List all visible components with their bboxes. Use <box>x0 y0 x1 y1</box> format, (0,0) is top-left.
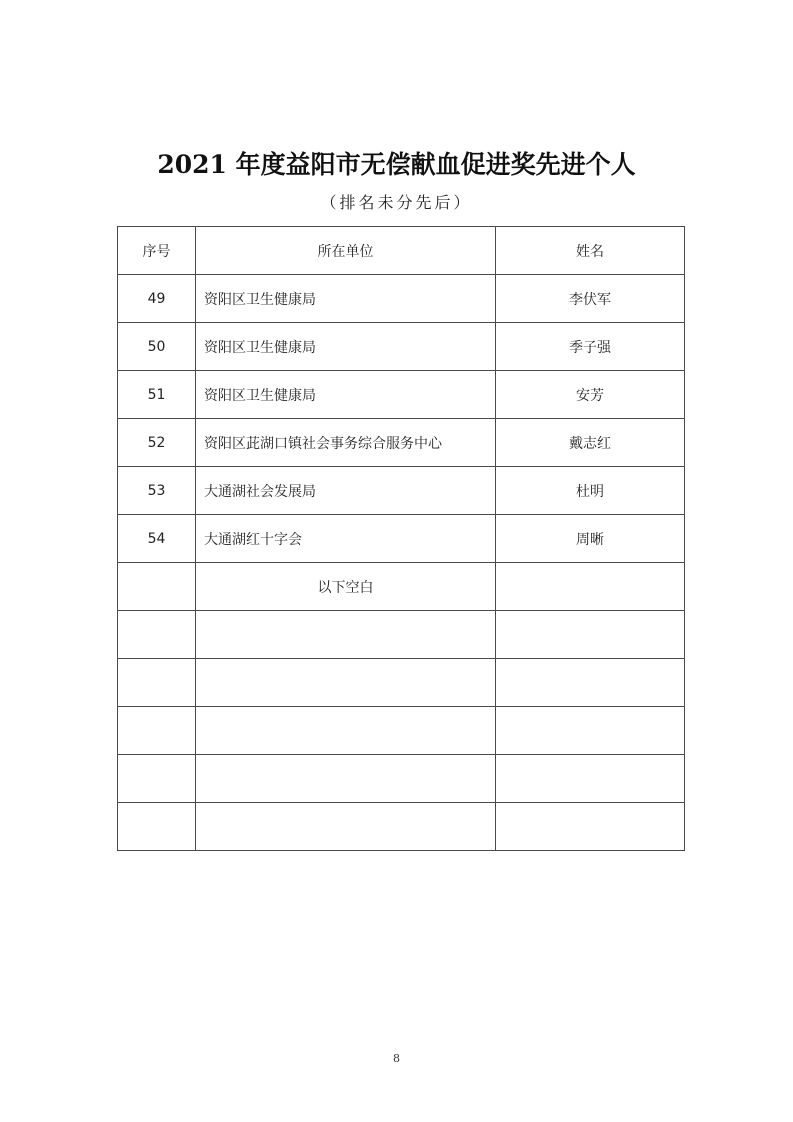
table-row <box>118 515 685 563</box>
empty-cell <box>496 755 685 803</box>
row-unit: 资阳区卫生健康局 <box>196 323 496 371</box>
document-subtitle: （排名未分先后） <box>320 193 473 212</box>
table-row-empty <box>118 659 685 707</box>
row-index-empty <box>118 563 196 611</box>
empty-cell <box>196 611 496 659</box>
header-unit: 所在单位 <box>196 227 496 275</box>
row-index: 54 <box>118 515 196 563</box>
table-row <box>118 467 685 515</box>
row-index: 49 <box>118 275 196 323</box>
row-name: 周晰 <box>496 515 685 563</box>
row-index: 53 <box>118 467 196 515</box>
page-number: 8 <box>393 1052 400 1065</box>
row-unit: 大通湖社会发展局 <box>196 467 496 515</box>
empty-cell <box>118 707 196 755</box>
row-index: 51 <box>118 371 196 419</box>
row-unit: 资阳区卫生健康局 <box>196 275 496 323</box>
empty-cell <box>118 755 196 803</box>
table-row-empty <box>118 611 685 659</box>
empty-cell <box>118 659 196 707</box>
empty-cell <box>196 803 496 851</box>
row-name: 杜明 <box>496 467 685 515</box>
table-row <box>118 419 685 467</box>
table-row-empty <box>118 803 685 851</box>
header-name: 姓名 <box>496 227 685 275</box>
empty-cell <box>496 659 685 707</box>
row-name: 李伏军 <box>496 275 685 323</box>
row-name-empty <box>496 563 685 611</box>
empty-cell <box>118 803 196 851</box>
empty-cell <box>118 611 196 659</box>
empty-cell <box>196 755 496 803</box>
table-row <box>118 323 685 371</box>
table-row-empty <box>118 707 685 755</box>
row-name: 安芳 <box>496 371 685 419</box>
empty-cell <box>196 659 496 707</box>
row-index: 52 <box>118 419 196 467</box>
empty-cell <box>496 803 685 851</box>
awards-table <box>117 226 685 851</box>
row-index: 50 <box>118 323 196 371</box>
blank-note: 以下空白 <box>196 563 496 611</box>
table-row <box>118 371 685 419</box>
empty-cell <box>496 707 685 755</box>
row-name: 戴志红 <box>496 419 685 467</box>
table-row-blank-note <box>118 563 685 611</box>
table-header-row <box>118 227 685 275</box>
row-name: 季子强 <box>496 323 685 371</box>
row-unit: 资阳区卫生健康局 <box>196 371 496 419</box>
document-title: 2021 年度益阳市无偿献血促进奖先进个人 <box>157 150 636 179</box>
empty-cell <box>196 707 496 755</box>
empty-cell <box>496 611 685 659</box>
row-unit: 大通湖红十字会 <box>196 515 496 563</box>
row-unit: 资阳区茈湖口镇社会事务综合服务中心 <box>196 419 496 467</box>
table-row <box>118 275 685 323</box>
header-index: 序号 <box>118 227 196 275</box>
table-row-empty <box>118 755 685 803</box>
